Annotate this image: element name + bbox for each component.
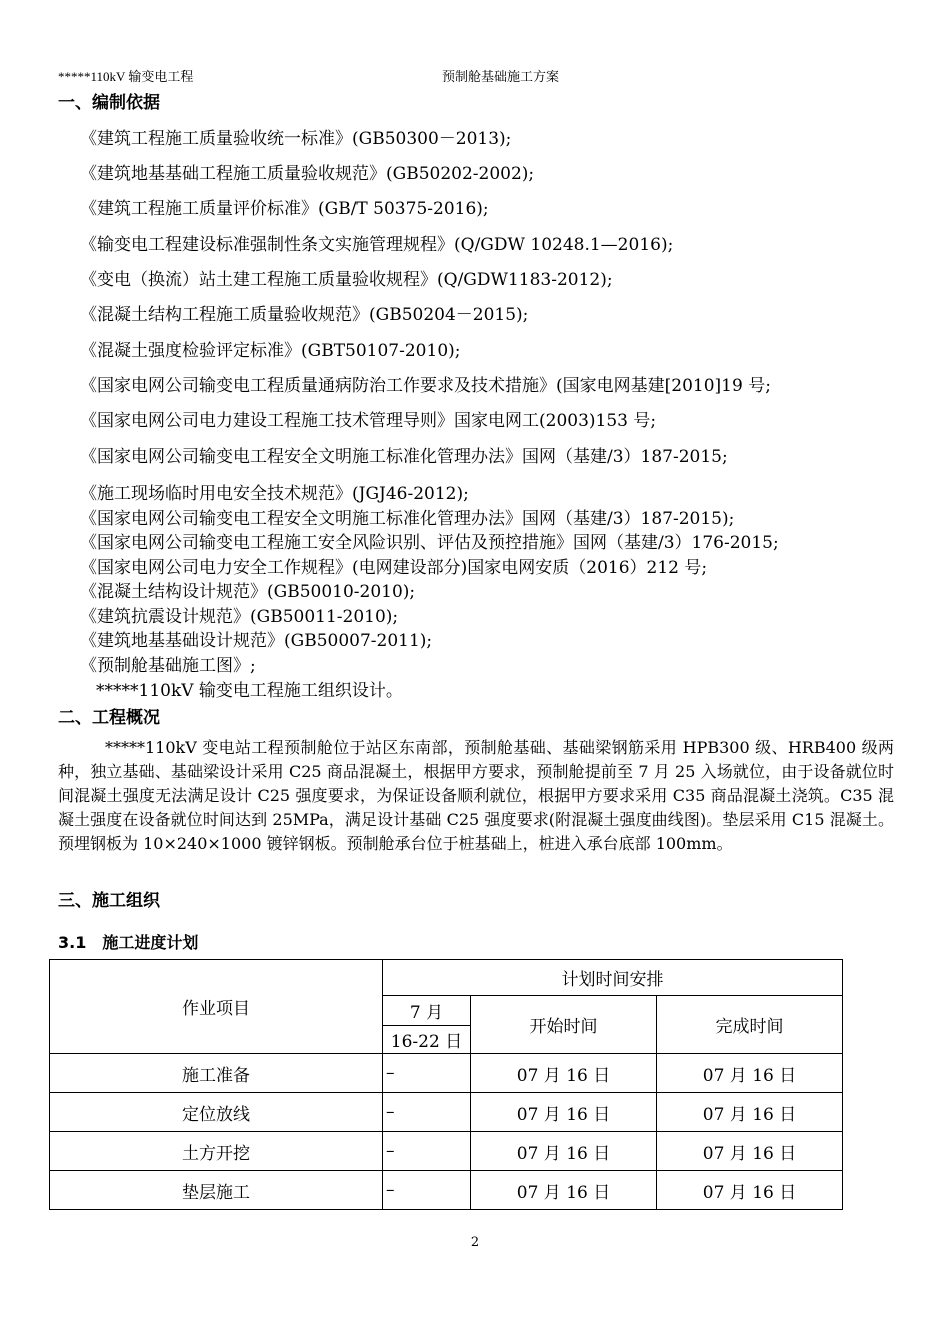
section1-title: 一、编制依据 (58, 93, 160, 113)
row-bar-cell: – (383, 1171, 471, 1210)
header-project: *****110kV 输变电工程 (58, 69, 194, 84)
reference-item: 《输变电工程建设标准强制性条文实施管理规程》(Q/GDW 10248.1—2016); (80, 235, 674, 255)
reference-item: 《建筑工程施工质量评价标准》(GB/T 50375-2016); (80, 199, 489, 219)
reference-item: 《变电（换流）站土建工程施工质量验收规程》(Q/GDW1183-2012); (80, 270, 613, 290)
table-row (50, 1171, 843, 1210)
row-end-cell: 07 月 16 日 (657, 1054, 843, 1093)
header-end-cell: 完成时间 (657, 996, 843, 1054)
section2-title: 二、工程概况 (58, 708, 160, 728)
section3-title: 三、施工组织 (58, 891, 160, 911)
row-start-cell: 07 月 16 日 (471, 1171, 657, 1210)
table-row (50, 1093, 843, 1132)
reference-item: 《国家电网公司电力建设工程施工技术管理导则》国家电网工(2003)153 号; (80, 411, 657, 431)
reference-item: 《国家电网公司电力安全工作规程》(电网建设部分)国家电网安质（2016）212 号; (80, 558, 708, 578)
reference-item: 《混凝土结构设计规范》(GB50010-2010); (80, 582, 416, 602)
row-bar-cell: – (383, 1054, 471, 1093)
page-number: 2 (470, 1235, 480, 1250)
header-month-cell: 7 月 (383, 996, 471, 1026)
row-end-cell: 07 月 16 日 (657, 1093, 843, 1132)
reference-item: 《施工现场临时用电安全技术规范》(JGJ46-2012); (80, 484, 469, 504)
header-doc-title: 预制舱基础施工方案 (442, 69, 560, 84)
row-item-cell: 施工准备 (50, 1054, 383, 1093)
row-bar-cell: – (383, 1132, 471, 1171)
header-item-cell: 作业项目 (50, 960, 383, 1054)
row-end-cell: 07 月 16 日 (657, 1132, 843, 1171)
row-start-cell: 07 月 16 日 (471, 1054, 657, 1093)
reference-item: 《国家电网公司输变电工程安全文明施工标准化管理办法》国网（基建/3）187-2015; (80, 447, 728, 467)
row-end-cell: 07 月 16 日 (657, 1171, 843, 1210)
reference-item: 《建筑地基基础设计规范》(GB50007-2011); (80, 631, 433, 651)
reference-item: 《预制舱基础施工图》; (80, 656, 256, 676)
reference-item: 《建筑抗震设计规范》(GB50011-2010); (80, 607, 399, 627)
row-item-cell: 垫层施工 (50, 1171, 383, 1210)
row-bar-cell: – (383, 1093, 471, 1132)
row-item-cell: 土方开挖 (50, 1132, 383, 1171)
header-plan-cell: 计划时间安排 (383, 960, 843, 996)
schedule-subtitle: 3.1 施工进度计划 (58, 933, 199, 952)
reference-item: 《混凝土结构工程施工质量验收规范》(GB50204－2015); (80, 305, 529, 325)
project-overview-paragraph: *****110kV 变电站工程预制舱位于站区东南部，预制舱基础、基础梁钢筋采用 HPB300 级、HRB400 级两种，独立基础、基础梁设计采用 C25 商品混凝土，根据甲方要求，预制舱提前至 7 月 25 入场就位，由于设备就位时间混凝土强度无法满足设计 C25 强度要求，为保证设备顺利就位，根据甲方要求采用 C35 商品混凝土浇筑。C35 混凝土强度在设备就位时间达到 25MPa，满足设计基础 C25 强度要求(附混凝土强度曲线图)。垫层采用 C15 混凝土。 预埋钢板为 10×240×1000 镀锌钢板。预制舱承台位于桩基础上，桩进入承台底部 100mm。 (58, 738, 894, 853)
reference-item: 《混凝土强度检验评定标准》(GBT50107-2010); (80, 341, 461, 361)
table-row (50, 1054, 843, 1093)
header-start-cell: 开始时间 (471, 996, 657, 1054)
reference-item: *****110kV 输变电工程施工组织设计。 (96, 681, 403, 701)
reference-item: 《国家电网公司输变电工程质量通病防治工作要求及技术措施》(国家电网基建[2010]19 号; (80, 376, 771, 396)
row-start-cell: 07 月 16 日 (471, 1132, 657, 1171)
reference-item: 《国家电网公司输变电工程施工安全风险识别、评估及预控措施》国网（基建/3）176-2015; (80, 533, 779, 553)
reference-item: 《建筑工程施工质量验收统一标准》(GB50300－2013); (80, 129, 512, 149)
reference-item: 《建筑地基基础工程施工质量验收规范》(GB50202-2002); (80, 164, 535, 184)
schedule-table (49, 959, 843, 1210)
reference-item: 《国家电网公司输变电工程安全文明施工标准化管理办法》国网（基建/3）187-2015); (80, 509, 735, 529)
table-row (50, 1132, 843, 1171)
header-range-cell: 16-22 日 (383, 1026, 471, 1054)
row-start-cell: 07 月 16 日 (471, 1093, 657, 1132)
row-item-cell: 定位放线 (50, 1093, 383, 1132)
